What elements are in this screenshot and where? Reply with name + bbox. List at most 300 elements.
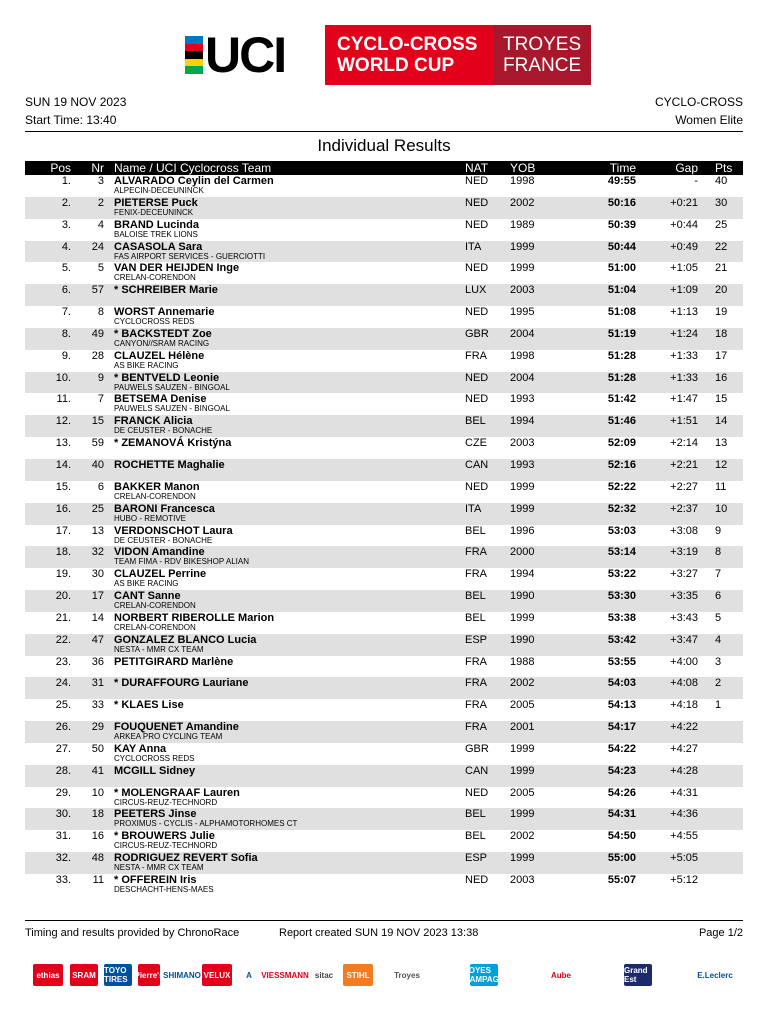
cell-nr: 9 bbox=[97, 371, 104, 384]
cell-gap: +1:05 bbox=[670, 262, 698, 275]
sponsor-logo: TOYO TIRES bbox=[104, 964, 132, 986]
cell-nr: 48 bbox=[91, 852, 104, 865]
cell-yob: 2003 bbox=[510, 284, 535, 297]
cell-yob: 2005 bbox=[510, 786, 535, 799]
event-city: TROYES bbox=[503, 34, 582, 55]
cell-gap: +4:36 bbox=[670, 808, 698, 821]
cell-time: 53:42 bbox=[607, 633, 636, 646]
cell-time: 53:03 bbox=[607, 524, 636, 537]
cell-team: AS BIKE RACING bbox=[114, 360, 179, 370]
cell-nr: 41 bbox=[91, 764, 104, 777]
cell-name: * MOLENGRAAF Lauren bbox=[114, 786, 240, 799]
timing-provider: Timing and results provided by ChronoRace bbox=[25, 927, 240, 939]
cell-pos: 7. bbox=[61, 306, 71, 319]
cell-pos: 23. bbox=[55, 655, 71, 668]
cell-name: FRANCK Alicia bbox=[114, 415, 193, 428]
col-nr: Nr bbox=[91, 161, 104, 175]
col-yob: YOB bbox=[510, 161, 536, 175]
cell-nr: 8 bbox=[97, 306, 104, 319]
cell-time: 50:16 bbox=[607, 196, 636, 209]
cell-yob: 1994 bbox=[510, 568, 535, 581]
cell-pos: 13. bbox=[55, 437, 71, 450]
cell-team: AS BIKE RACING bbox=[114, 579, 179, 589]
cell-pos: 1. bbox=[61, 175, 71, 187]
cell-nr: 11 bbox=[92, 874, 104, 886]
cell-yob: 1996 bbox=[510, 524, 535, 537]
cell-pts: 1 bbox=[715, 699, 722, 712]
cell-time: 51:08 bbox=[607, 306, 636, 319]
cell-team: PAUWELS SAUZEN - BINGOAL bbox=[114, 404, 230, 414]
cell-nr: 47 bbox=[91, 633, 104, 646]
table-row bbox=[25, 350, 743, 372]
cell-team: DE CEUSTER - BONACHE bbox=[114, 535, 213, 545]
cell-gap: - bbox=[694, 175, 698, 187]
cell-gap: +4:28 bbox=[670, 764, 698, 777]
cell-nat: BEL bbox=[465, 415, 486, 428]
cell-nat: NED bbox=[465, 175, 489, 187]
cell-pos: 17. bbox=[55, 524, 71, 537]
cell-yob: 1993 bbox=[510, 458, 535, 471]
cell-yob: 2003 bbox=[510, 874, 535, 886]
table-row bbox=[25, 525, 743, 547]
cell-name: VIDON Amandine bbox=[114, 546, 205, 559]
sponsor-logo: STIHL bbox=[343, 964, 373, 986]
table-row bbox=[25, 634, 743, 656]
cell-nr: 25 bbox=[91, 502, 104, 515]
cell-yob: 2001 bbox=[510, 721, 535, 734]
cell-gap: +5:12 bbox=[670, 874, 698, 886]
cell-name: GONZALEZ BLANCO Lucia bbox=[114, 633, 257, 646]
cell-time: 52:16 bbox=[607, 458, 636, 471]
table-row bbox=[25, 830, 743, 852]
col-pos: Pos bbox=[50, 161, 71, 175]
cell-time: 50:39 bbox=[607, 218, 636, 231]
cell-name: * BENTVELD Leonie bbox=[114, 371, 220, 384]
cell-yob: 2004 bbox=[510, 327, 535, 340]
cell-pos: 28. bbox=[55, 764, 71, 777]
cell-pos: 4. bbox=[61, 240, 71, 253]
cell-yob: 2002 bbox=[510, 830, 535, 843]
cell-gap: +2:27 bbox=[670, 480, 698, 493]
cell-pos: 32. bbox=[55, 852, 71, 865]
cell-nr: 31 bbox=[91, 677, 104, 690]
col-nat: NAT bbox=[465, 161, 489, 175]
cell-gap: +4:22 bbox=[670, 721, 698, 734]
cell-yob: 1999 bbox=[510, 480, 535, 493]
cell-gap: +3:19 bbox=[670, 546, 698, 559]
cell-nat: FRA bbox=[465, 568, 487, 581]
cell-yob: 2002 bbox=[510, 196, 535, 209]
cell-yob: 2005 bbox=[510, 699, 535, 712]
cell-pts: 30 bbox=[715, 196, 728, 209]
table-row bbox=[25, 852, 743, 874]
cell-team: DE CEUSTER - BONACHE bbox=[114, 426, 213, 436]
cell-pts: 20 bbox=[715, 284, 728, 297]
cell-pos: 16. bbox=[55, 502, 71, 515]
cell-yob: 2004 bbox=[510, 371, 535, 384]
stripe-green bbox=[185, 66, 203, 74]
cell-yob: 1990 bbox=[510, 633, 535, 646]
table-row bbox=[25, 743, 743, 765]
cell-name: BRAND Lucinda bbox=[114, 218, 199, 231]
table-row bbox=[25, 656, 743, 678]
table-row bbox=[25, 219, 743, 241]
cell-name: NORBERT RIBEROLLE Marion bbox=[114, 611, 275, 624]
cell-nat: BEL bbox=[465, 590, 486, 603]
cell-nat: NED bbox=[465, 874, 489, 886]
sponsor-logo: Grand Est bbox=[624, 964, 652, 986]
cell-team: PAUWELS SAUZEN - BINGOAL bbox=[114, 382, 230, 392]
cell-yob: 1999 bbox=[510, 742, 535, 755]
cell-gap: +4:08 bbox=[670, 677, 698, 690]
cell-yob: 1999 bbox=[510, 502, 535, 515]
cell-pts: 22 bbox=[715, 240, 728, 253]
cell-gap: +4:27 bbox=[670, 742, 698, 755]
cell-name: WORST Annemarie bbox=[114, 306, 215, 319]
sponsor-logo: VELUX bbox=[202, 964, 232, 986]
cell-time: 54:22 bbox=[607, 742, 636, 755]
table-row bbox=[25, 721, 743, 743]
cell-pts: 17 bbox=[715, 349, 728, 362]
cell-name: * DURAFFOURG Lauriane bbox=[114, 677, 249, 690]
cell-nat: NED bbox=[465, 480, 489, 493]
cell-team: CRELAN-CORENDON bbox=[114, 622, 196, 632]
cell-name: RODRIGUEZ REVERT Sofia bbox=[114, 852, 258, 865]
cell-time: 54:23 bbox=[607, 764, 636, 777]
cell-time: 54:26 bbox=[607, 786, 636, 799]
cell-pos: 2. bbox=[61, 196, 71, 209]
cell-nr: 10 bbox=[91, 786, 104, 799]
stripe-black bbox=[185, 51, 203, 59]
sponsor-logo: Pierre's bbox=[138, 964, 160, 986]
cell-name: MCGILL Sidney bbox=[114, 764, 196, 777]
table-row bbox=[25, 590, 743, 612]
cell-team: CRELAN-CORENDON bbox=[114, 491, 196, 501]
cell-yob: 1995 bbox=[510, 306, 535, 319]
cell-pos: 9. bbox=[61, 349, 71, 362]
cell-team: BALOISE TREK LIONS bbox=[114, 229, 198, 239]
cell-gap: +4:18 bbox=[670, 699, 698, 712]
table-row bbox=[25, 787, 743, 809]
cell-nat: NED bbox=[465, 786, 489, 799]
cell-nat: ESP bbox=[465, 852, 488, 865]
cell-time: 51:46 bbox=[607, 415, 636, 428]
cell-name: BAKKER Manon bbox=[114, 480, 200, 493]
cell-nr: 33 bbox=[91, 699, 104, 712]
cell-time: 53:55 bbox=[607, 655, 636, 668]
cell-nat: BEL bbox=[465, 611, 486, 624]
cell-gap: +1:24 bbox=[670, 327, 698, 340]
cell-nat: BEL bbox=[465, 524, 486, 537]
cell-time: 55:07 bbox=[607, 874, 636, 886]
cell-team: HUBO - REMOTIVE bbox=[114, 513, 187, 523]
cell-name: CLAUZEL Hélène bbox=[114, 349, 205, 362]
cell-nat: BEL bbox=[465, 830, 486, 843]
cell-pos: 21. bbox=[55, 611, 71, 624]
cell-pos: 30. bbox=[55, 808, 71, 821]
cell-name: ALVARADO Ceylin del Carmen bbox=[114, 175, 274, 187]
page-number: Page 1/2 bbox=[698, 927, 743, 939]
cell-gap: +0:21 bbox=[670, 196, 698, 209]
cell-pos: 12. bbox=[55, 415, 71, 428]
cell-time: 51:28 bbox=[607, 371, 636, 384]
cell-name: CANT Sanne bbox=[114, 590, 181, 603]
cell-time: 51:19 bbox=[607, 327, 636, 340]
cell-time: 52:09 bbox=[607, 437, 636, 450]
cell-nat: ESP bbox=[465, 633, 488, 646]
sponsor-logo: SRAM bbox=[70, 964, 98, 986]
race-date: SUN 19 NOV 2023 bbox=[25, 95, 127, 109]
event-name-line1: CYCLO-CROSS bbox=[337, 34, 478, 55]
cell-pos: 33. bbox=[55, 874, 71, 886]
cell-time: 53:22 bbox=[607, 568, 636, 581]
cell-gap: +2:37 bbox=[670, 502, 698, 515]
cell-yob: 1998 bbox=[510, 349, 535, 362]
cell-team: CIRCUS-REUZ-TECHNORD bbox=[114, 841, 218, 851]
cell-time: 54:13 bbox=[607, 699, 636, 712]
cell-name: * KLAES Lise bbox=[114, 699, 184, 712]
cell-nr: 4 bbox=[97, 218, 104, 231]
sponsor-logo: TROYES CHAMPAGNE bbox=[458, 966, 510, 984]
cell-pts: 4 bbox=[715, 633, 722, 646]
cell-nr: 24 bbox=[91, 240, 104, 253]
cell-nat: NED bbox=[465, 393, 489, 406]
cell-yob: 1990 bbox=[510, 590, 535, 603]
cell-nat: FRA bbox=[465, 546, 487, 559]
cell-pos: 11. bbox=[56, 393, 71, 406]
results-table-header bbox=[25, 161, 743, 175]
sponsor-logo: SHIMANO bbox=[166, 964, 198, 986]
header-divider bbox=[25, 131, 743, 132]
cell-nat: NED bbox=[465, 196, 489, 209]
cell-yob: 1999 bbox=[510, 262, 535, 275]
cell-nat: FRA bbox=[465, 655, 487, 668]
cell-nr: 17 bbox=[91, 590, 104, 603]
cell-time: 52:32 bbox=[607, 502, 636, 515]
cell-pts: 14 bbox=[715, 415, 728, 428]
table-row bbox=[25, 415, 743, 437]
sponsor-logo: Aube bbox=[548, 964, 574, 986]
cell-nr: 28 bbox=[91, 349, 104, 362]
cell-yob: 2002 bbox=[510, 677, 535, 690]
results-table-body bbox=[25, 175, 743, 896]
cell-pos: 29. bbox=[55, 786, 71, 799]
cell-nat: BEL bbox=[465, 808, 486, 821]
cell-pos: 31. bbox=[55, 830, 71, 843]
cell-pts: 5 bbox=[715, 611, 722, 624]
cell-time: 54:17 bbox=[607, 721, 636, 734]
cell-time: 50:44 bbox=[607, 240, 636, 253]
cell-pos: 14. bbox=[55, 458, 71, 471]
col-gap: Gap bbox=[675, 161, 698, 175]
cell-name: * SCHREIBER Marie bbox=[114, 284, 218, 297]
cell-time: 53:38 bbox=[607, 611, 636, 624]
cell-gap: +3:08 bbox=[670, 524, 698, 537]
cell-gap: +2:21 bbox=[670, 458, 698, 471]
table-row bbox=[25, 765, 743, 787]
cell-team: CYCLOCROSS REDS bbox=[114, 753, 195, 763]
cell-nr: 14 bbox=[91, 611, 104, 624]
cell-name: * ZEMANOVÁ Kristýna bbox=[114, 437, 232, 450]
cell-gap: +3:27 bbox=[670, 568, 698, 581]
cell-yob: 1989 bbox=[510, 218, 535, 231]
cell-pts: 13 bbox=[715, 437, 728, 450]
cell-gap: +5:05 bbox=[670, 852, 698, 865]
footer-divider bbox=[25, 920, 743, 921]
cell-yob: 1988 bbox=[510, 655, 535, 668]
cell-nat: FRA bbox=[465, 677, 487, 690]
table-row bbox=[25, 306, 743, 328]
sponsor-logo: ethias bbox=[33, 964, 63, 986]
cell-pts: 10 bbox=[715, 502, 728, 515]
table-row bbox=[25, 699, 743, 721]
cell-name: PIETERSE Puck bbox=[114, 196, 198, 209]
start-time: Start Time: 13:40 bbox=[25, 113, 117, 127]
table-row bbox=[25, 393, 743, 415]
table-row bbox=[25, 284, 743, 306]
table-row bbox=[25, 241, 743, 263]
cell-nr: 5 bbox=[97, 262, 104, 275]
cell-pts: 8 bbox=[715, 546, 722, 559]
cell-nat: GBR bbox=[465, 742, 489, 755]
cell-pos: 25. bbox=[55, 699, 71, 712]
cell-nr: 32 bbox=[91, 546, 104, 559]
cell-pts: 7 bbox=[715, 568, 722, 581]
cell-pos: 18. bbox=[55, 546, 71, 559]
cell-pts: 12 bbox=[715, 458, 728, 471]
cell-name: * BACKSTEDT Zoe bbox=[114, 327, 212, 340]
event-name-block bbox=[325, 25, 493, 85]
cell-name: CASASOLA Sara bbox=[114, 240, 203, 253]
table-row bbox=[25, 175, 743, 197]
cell-pos: 26. bbox=[55, 721, 71, 734]
cell-pts: 11 bbox=[715, 480, 727, 493]
cell-pos: 15. bbox=[55, 480, 71, 493]
cell-nat: CAN bbox=[465, 764, 489, 777]
table-row bbox=[25, 677, 743, 699]
cell-time: 52:22 bbox=[607, 480, 636, 493]
cell-team: TEAM FIMA - RDV BIKESHOP ALIAN bbox=[114, 557, 249, 567]
cell-team: FENIX-DECEUNINCK bbox=[114, 207, 194, 217]
cell-time: 55:00 bbox=[607, 852, 636, 865]
cell-pos: 10. bbox=[55, 371, 71, 384]
table-row bbox=[25, 568, 743, 590]
cell-gap: +3:35 bbox=[670, 590, 698, 603]
event-name-line2: WORLD CUP bbox=[337, 55, 455, 76]
cell-nat: NED bbox=[465, 306, 489, 319]
cell-name: * OFFEREIN Iris bbox=[114, 874, 197, 886]
cell-nr: 49 bbox=[91, 327, 104, 340]
event-location-block bbox=[493, 25, 591, 85]
cell-pos: 6. bbox=[61, 284, 71, 297]
cell-pos: 5. bbox=[61, 262, 71, 275]
cell-team: PROXIMUS - CYCLIS - ALPHAMOTORHOMES CT bbox=[114, 819, 298, 829]
cell-team: CRELAN-CORENDON bbox=[114, 601, 196, 611]
table-row bbox=[25, 262, 743, 284]
cell-time: 54:50 bbox=[607, 830, 636, 843]
cell-pts: 21 bbox=[715, 262, 728, 275]
cell-name: BETSEMA Denise bbox=[114, 393, 207, 406]
cell-team: ARKEA PRO CYCLING TEAM bbox=[114, 732, 223, 742]
cell-time: 54:03 bbox=[607, 677, 636, 690]
cell-nr: 57 bbox=[91, 284, 104, 297]
cell-name: KAY Anna bbox=[114, 742, 167, 755]
page-title: Individual Results bbox=[317, 136, 451, 155]
table-row bbox=[25, 612, 743, 634]
cell-team: DESCHACHT-HENS-MAES bbox=[114, 885, 214, 894]
cell-gap: +3:43 bbox=[670, 611, 698, 624]
event-banner bbox=[185, 25, 591, 85]
cell-yob: 1999 bbox=[510, 852, 535, 865]
report-created: Report created SUN 19 NOV 2023 13:38 bbox=[279, 927, 479, 939]
cell-gap: +2:14 bbox=[670, 437, 698, 450]
cell-name: BARONI Francesca bbox=[114, 502, 215, 515]
cell-name: CLAUZEL Perrine bbox=[114, 568, 207, 581]
cell-nr: 2 bbox=[97, 196, 104, 209]
sponsor-logo: E.Leclerc bbox=[697, 964, 733, 986]
cell-gap: +4:31 bbox=[670, 786, 698, 799]
table-row bbox=[25, 546, 743, 568]
cell-time: 51:00 bbox=[607, 262, 636, 275]
table-row bbox=[25, 197, 743, 219]
table-row bbox=[25, 874, 743, 896]
cell-nat: GBR bbox=[465, 327, 489, 340]
cell-nr: 29 bbox=[91, 721, 104, 734]
cell-time: 49:55 bbox=[607, 175, 636, 187]
cell-pts: 40 bbox=[715, 175, 728, 187]
cell-nat: NED bbox=[465, 262, 489, 275]
cell-yob: 1993 bbox=[510, 393, 535, 406]
cell-name: VAN DER HEIJDEN Inge bbox=[114, 262, 240, 275]
stripe-red bbox=[185, 44, 203, 52]
cell-nat: NED bbox=[465, 371, 489, 384]
cell-nr: 6 bbox=[97, 480, 104, 493]
table-row bbox=[25, 808, 743, 830]
cell-nat: FRA bbox=[465, 721, 487, 734]
sponsor-logo: VIESSMANN bbox=[262, 964, 308, 986]
cell-yob: 1994 bbox=[510, 415, 535, 428]
sponsor-logos bbox=[0, 960, 768, 990]
cell-team: CRELAN-CORENDON bbox=[114, 273, 196, 283]
cell-nat: LUX bbox=[465, 284, 487, 297]
cell-pts: 3 bbox=[715, 655, 722, 668]
cell-team: CIRCUS-REUZ-TECHNORD bbox=[114, 797, 218, 807]
cell-nat: CAN bbox=[465, 458, 489, 471]
cell-team: NESTA - MMR CX TEAM bbox=[114, 863, 204, 873]
cell-gap: +0:44 bbox=[670, 218, 698, 231]
cell-pts: 16 bbox=[715, 371, 728, 384]
cell-yob: 1999 bbox=[510, 808, 535, 821]
cell-team: NESTA - MMR CX TEAM bbox=[114, 644, 204, 654]
cell-gap: +1:13 bbox=[670, 306, 698, 319]
cell-gap: +1:51 bbox=[670, 415, 698, 428]
cell-pts: 6 bbox=[715, 590, 722, 603]
table-row bbox=[25, 459, 743, 481]
sponsor-logo: A bbox=[240, 964, 258, 986]
cell-pos: 19. bbox=[55, 568, 71, 581]
col-time: Time bbox=[609, 161, 636, 175]
table-row bbox=[25, 372, 743, 394]
cell-name: VERDONSCHOT Laura bbox=[114, 524, 233, 537]
cell-time: 54:31 bbox=[607, 808, 636, 821]
cell-nr: 3 bbox=[97, 175, 104, 187]
cell-time: 53:14 bbox=[607, 546, 636, 559]
cell-pos: 20. bbox=[55, 590, 71, 603]
event-country: FRANCE bbox=[503, 55, 582, 76]
cell-nat: ITA bbox=[465, 240, 482, 253]
table-row bbox=[25, 437, 743, 459]
cell-nat: FRA bbox=[465, 349, 487, 362]
